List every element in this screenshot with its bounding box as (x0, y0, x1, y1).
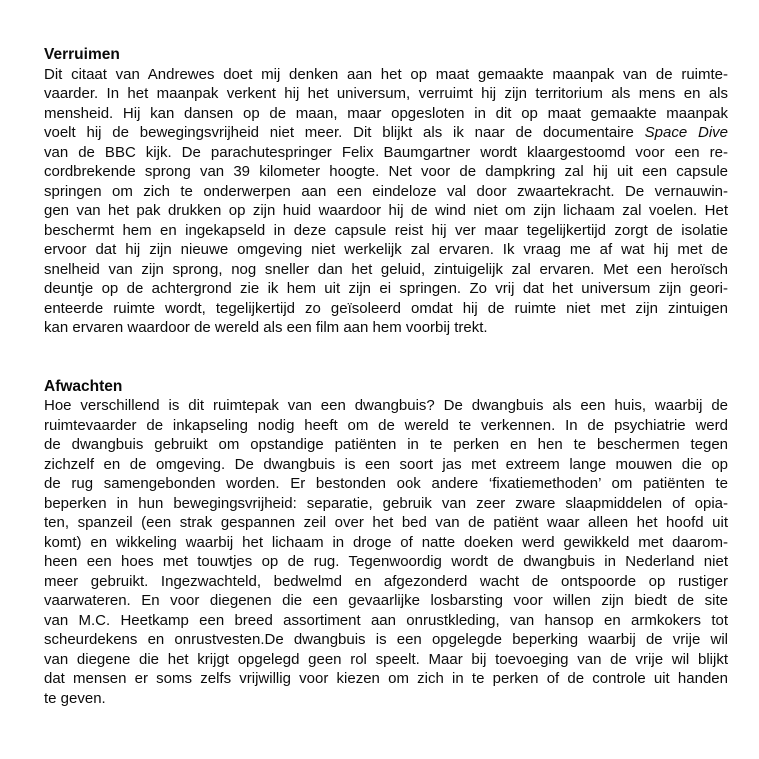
text-line: cordbrekende sprong van 39 kilometer hoogte. Net voor de dampkring zal hij uit een capsule (44, 163, 728, 180)
text-line: beschermt hem en ingekapseld in deze capsule reist hij ver maar tegelijkertijd zorgt de isolatie (44, 221, 728, 239)
text-line: Hoe verschillend is dit ruimtepak van een dwangbuis? De dwangbuis als een huis, waarbij de (44, 397, 728, 414)
text-line: deuntje op de achtergrond zie ik hem uit zijn ei springen. Zo vrij dat het universum zijn geori- (44, 280, 728, 297)
text-line (44, 123, 728, 143)
text-line: te geven. (44, 689, 106, 707)
text-line: vaarder. In het maanpak verkent hij het universum, verruimt hij zijn territorium als mens en als (44, 85, 728, 102)
text-line: springen om zich te onderwerpen aan een eindeloze val door zwaartekracht. De vernauwin- (44, 182, 728, 200)
text-line: vaarwateren. En voor diegenen die een gevaarlijke losbarsting voor willen zijn biedt de site (44, 592, 728, 609)
text-line: scheurdekens en onrustvesten.De dwangbuis is een opgelegde beperking waarbij de vrije wil (44, 631, 728, 648)
text-line: Dit citaat van Andrewes doet mij denken aan het op maat gemaakte maanpak van de ruimte- (44, 65, 728, 83)
text-line: de dwangbuis gebruikt om opstandige patiënten in te perken en hen te beschermen tegen (44, 436, 728, 453)
text-line: enteerde ruimte wordt, tegelijkertijd zo geïsoleerd omdat hij de ruimte niet met zijn zintuigen (44, 299, 728, 317)
text-line: snelheid van zijn sprong, nog sneller dan het geluid, zintuigelijk zal ervaren. Met een heroïsch (44, 260, 728, 278)
text-line: van de BBC kijk. De parachutespringer Felix Baumgartner wordt klaargestoomd voor een re- (44, 143, 728, 161)
text-line: ervoor dat hij zijn nieuwe omgeving niet werkelijk zal ervaren. Ik vraag me af wat hij met de (44, 241, 728, 258)
text-line: gen van het pak drukken op zijn huid waardoor hij de wind niet om zijn lichaam zal voelen. Het (44, 202, 728, 219)
documentary-title: Space Dive (644, 124, 728, 141)
text-line: van diegene die het krijgt opgelegd geen rol speelt. Maar bij toevoeging van de vrije wil blijkt (44, 650, 728, 668)
section-heading: Afwachten (44, 377, 123, 395)
text-line: heen een hoes met touwtjes op de rug. Tegenwoordig wordt de dwangbuis in Nederland niet (44, 553, 728, 570)
text-line: kan ervaren waardoor de wereld als een film aan hem voorbij trekt. (44, 319, 488, 336)
text-line: komt) en wikkeling waarbij het lichaam in droge of natte doeken werd gewikkeld met daarom- (44, 533, 728, 551)
text-line: meer gebruikt. Ingezwachteld, bedwelmd en afgezonderd wacht de ontspoorde op rustiger (44, 572, 728, 590)
text-line: de rug samengebonden worden. Er bestonden ook andere ‘fixatiemethoden’ om patiënten te (44, 475, 728, 492)
text-line: zichzelf en de omgeving. De dwangbuis is een soort jas met extreem lange mouwen die op (44, 455, 728, 473)
section-heading: Verruimen (44, 46, 120, 63)
text-line: dat mensen er soms zelfs vrijwillig voor kiezen om zich in te perken of de controle uit handen (44, 670, 728, 687)
section-afwachten (44, 377, 728, 709)
text-line: van M.C. Heetkamp een breed assortiment aan onrustkleding, van hansop en armkokers tot (44, 611, 728, 629)
text-line: ten, spanzeil (een strak gespannen zeil over het bed van de patiënt waar alleen het hoofd uit (44, 514, 728, 531)
text-segment: voelt hij de bewegingsvrijheid niet meer. Dit blijkt als ik naar de documentaire (44, 124, 645, 141)
text-line: ruimtevaarder de inkapseling nodig heeft om de wereld te verkennen. In de psychiatrie werd (44, 416, 728, 434)
text-line: mensheid. Hij kan dansen op de maan, maar opgesloten in dit op maat gemaakte maanpak (44, 104, 728, 122)
text-page (44, 45, 728, 708)
section-verruimen (44, 45, 728, 338)
text-line: beperken in hun bewegingsvrijheid: separatie, gebruik van zeer zware slaapmiddelen of opia- (44, 494, 728, 512)
